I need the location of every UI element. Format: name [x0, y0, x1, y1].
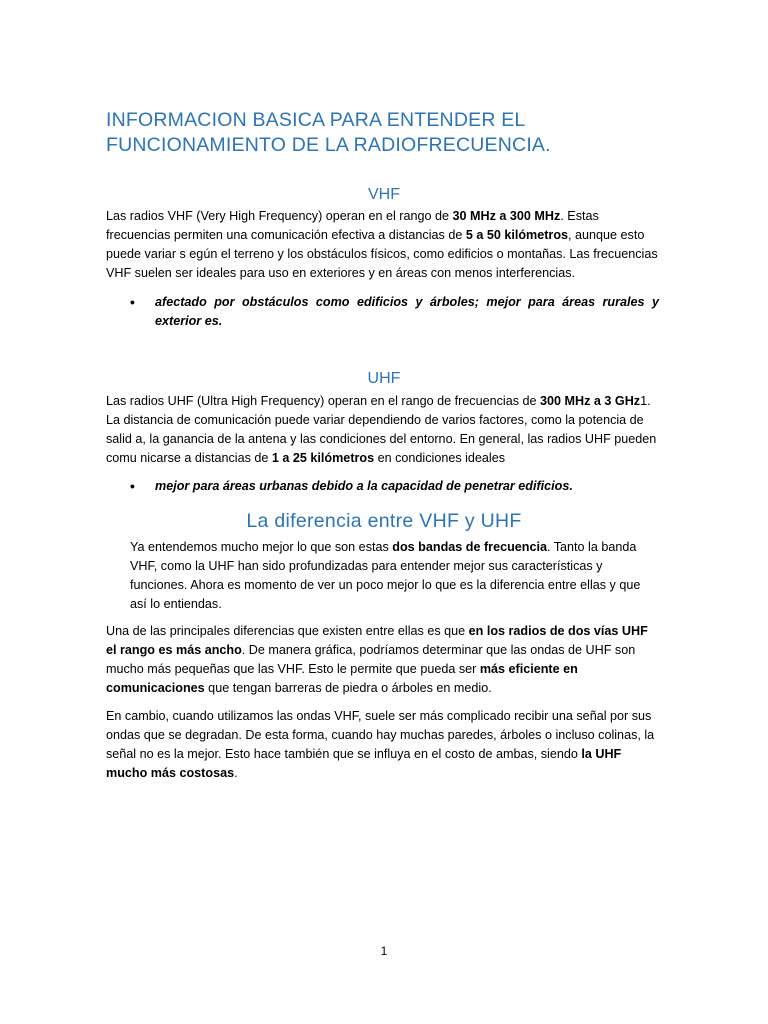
diff-p3-text-2: . — [234, 766, 238, 780]
bullet-icon: • — [130, 478, 135, 494]
uhf-text-2: 1. La distancia de comunicación puede variar dependiendo de varios factores, como la potencia de salid a, la ganancia de la antena y las condiciones del entorno. En general, las radios UHF pueden comu nicarse a distancias de — [106, 394, 657, 465]
vhf-text-3: , aunque esto puede variar s egún el terreno y los obstáculos físicos, como edificios o montañas. Las frecuencias VHF suelen ser ideales para uso en exteriores y en áreas con menos interferencias. — [106, 228, 658, 280]
difference-intro-paragraph — [130, 538, 659, 614]
vhf-text-1: Las radios VHF (Very High Frequency) operan en el rango de — [106, 209, 453, 223]
vhf-paragraph — [106, 207, 659, 283]
vhf-text-2: . Estas frecuencias permiten una comunicación efectiva a distancias de — [106, 209, 599, 242]
diff-p3-bold: la UHF mucho más costosas — [106, 747, 622, 780]
diff-p1-text-1: Ya entendemos mucho mejor lo que son estas — [130, 540, 393, 554]
diff-p2-text-3: que tengan barreras de piedra o árboles en medio. — [204, 681, 492, 695]
diff-p1-text-2: . Tanto la banda VHF, como la UHF han sido profundizadas para entender mejor sus características y funciones. Ahora es momento de ver un poco mejor lo que es la diferencia entre ellas y que así lo entiendas. — [130, 540, 641, 611]
diff-p2-bold-2: más eficiente en comunicaciones — [106, 662, 578, 695]
uhf-text-3: en condiciones ideales — [374, 451, 506, 465]
uhf-bullet-item — [130, 477, 659, 496]
page-number: 1 — [380, 944, 388, 958]
uhf-text-1: Las radios UHF (Ultra High Frequency) operan en el rango de frecuencias de — [106, 394, 541, 408]
uhf-bullet-text: mejor para áreas urbanas debido a la capacidad de penetrar edificios. — [155, 479, 573, 493]
uhf-paragraph — [106, 392, 659, 468]
document-title: INFORMACION BASICA PARA ENTENDER EL FUNCIONAMIENTO DE LA RADIOFRECUENCIA. — [106, 109, 551, 156]
diff-p2-text-1: Una de las principales diferencias que existen entre ellas es que — [106, 624, 469, 638]
uhf-freq-range: 300 MHz a 3 GHz — [540, 394, 641, 408]
diff-p1-bold: dos bandas de frecuencia — [392, 540, 547, 554]
diff-p2-bold-1: en los radios de dos vías UHF el rango es más ancho — [106, 624, 648, 657]
uhf-distance: 1 a 25 kilómetros — [271, 451, 375, 465]
bullet-icon: • — [130, 294, 135, 310]
vhf-bullet-text: afectado por obstáculos como edificios y árboles; mejor para áreas rurales y exterior es. — [155, 295, 659, 328]
diff-p3-text-1: En cambio, cuando utilizamos las ondas VHF, suele ser más complicado recibir una señal por sus ondas que se degradan. De esta forma, cuando hay muchas paredes, árboles o incluso colinas, la señal no es la mejor. Esto hace también que se influya en el costo de ambas, siendo — [106, 709, 655, 761]
diff-p2-text-2: . De manera gráfica, podríamos determinar que las ondas de UHF son mucho más pequeñas que las VHF. Esto le permite que pueda ser — [106, 643, 636, 676]
vhf-freq-range: 30 MHz a 300 MHz — [452, 209, 561, 223]
difference-paragraph-2 — [106, 622, 659, 698]
vhf-bullet-item — [130, 293, 659, 331]
difference-heading: La diferencia entre VHF y UHF — [246, 510, 522, 532]
vhf-heading: VHF — [368, 186, 400, 203]
difference-paragraph-3 — [106, 707, 659, 783]
vhf-distance: 5 a 50 kilómetros — [465, 228, 569, 242]
uhf-heading: UHF — [367, 370, 401, 387]
